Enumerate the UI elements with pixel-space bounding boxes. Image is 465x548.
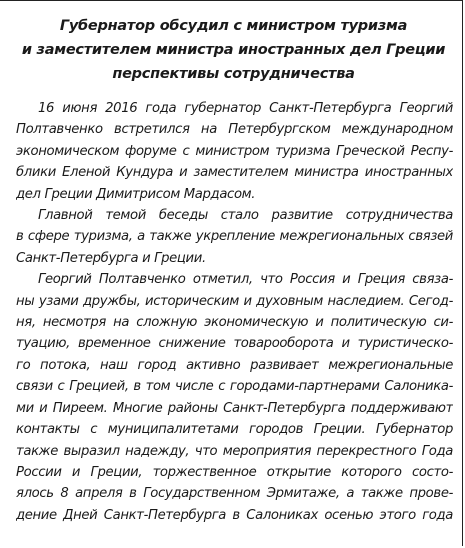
text-line: Главной темой беседы стало развитие сотрудничества bbox=[38, 208, 453, 224]
title-line: Губернатор обсудил с министром туризма bbox=[59, 18, 408, 34]
text-line: Георгий Полтавченко отметил, что Россия и Греция связа- bbox=[38, 272, 453, 288]
text-line: также выразил надежду, что мероприятия перекрестного Года bbox=[16, 443, 453, 459]
text-line: блики Еленой Кундура и заместителем министра иностранных bbox=[16, 165, 453, 181]
title-line: перспективы сотрудничества bbox=[112, 66, 355, 82]
text-line: 16 июня 2016 года губернатор Санкт-Петербурга Георгий bbox=[38, 101, 453, 116]
paragraph-1 bbox=[16, 98, 453, 205]
text-line: дение Дней Санкт-Петербурга в Салониках осенью этого года bbox=[16, 507, 453, 523]
text-line: России и Греции, торжественное открытие которого состо- bbox=[16, 464, 453, 480]
text-line: ны узами дружбы, историческим и духовным наследием. Сегод- bbox=[16, 293, 453, 309]
article-title bbox=[16, 14, 451, 86]
text-line: туацию, временное снижение товарооборота и туристическо- bbox=[16, 336, 453, 352]
text-line: Полтавченко встретился на Петербургском международном bbox=[16, 122, 453, 138]
text-line: в сфере туризма, а также укрепление межрегиональных связей bbox=[16, 229, 453, 245]
paragraph-2 bbox=[16, 205, 453, 269]
text-line: ня, несмотря на сложную экономическую и политическую си- bbox=[16, 315, 453, 331]
text-line: дел Греции Димитрисом Мардасом. bbox=[16, 186, 256, 202]
text-line: экономическом форуме с министром туризма Греческой Респу- bbox=[16, 143, 453, 159]
text-line: Санкт-Петербурга и Греции. bbox=[16, 250, 206, 266]
article-body bbox=[16, 98, 453, 526]
text-line: контакты с муниципалитетами городов Греции. Губернатор bbox=[16, 422, 453, 438]
title-line: и заместителем министра иностранных дел Греции bbox=[21, 42, 446, 58]
text-line: ялось 8 апреля в Государственном Эрмитаже, а также прове- bbox=[16, 486, 453, 502]
text-line: ми и Пиреем. Многие районы Санкт-Петербурга поддерживают bbox=[16, 400, 453, 416]
text-line: связи с Грецией, в том числе с городами-партнерами Салоника- bbox=[16, 379, 453, 395]
paragraph-3 bbox=[16, 269, 453, 526]
text-line: го потока, наш город активно развивает межрегиональные bbox=[16, 357, 453, 373]
